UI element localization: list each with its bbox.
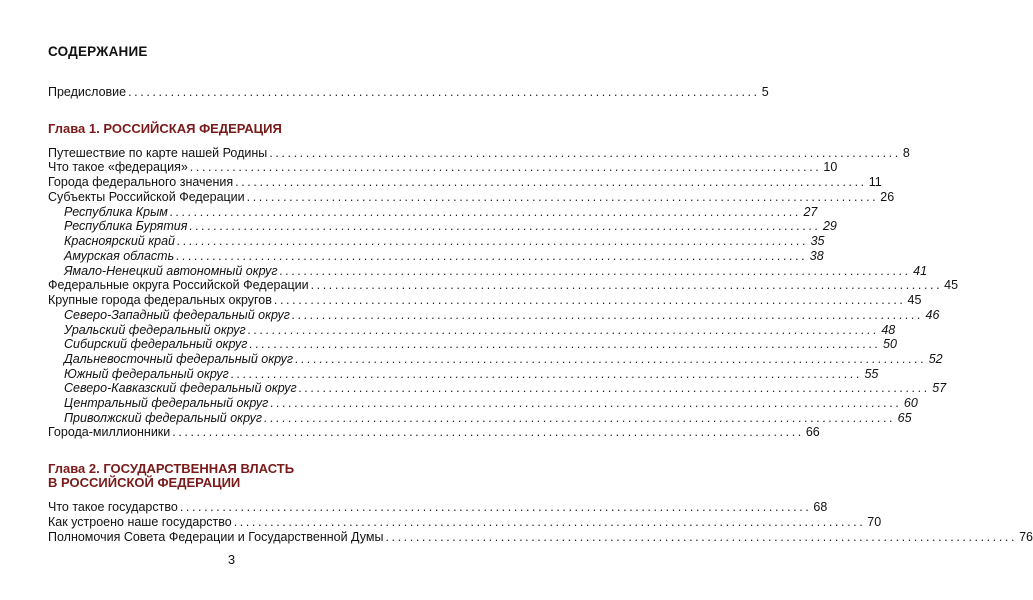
entry-title: Северо-Кавказский федеральный округ	[64, 381, 297, 395]
entry-title: Сибирский федеральный округ	[64, 337, 248, 351]
entry-page: 35	[810, 234, 825, 248]
entry-page: 50	[883, 337, 897, 351]
entry-title: Субъекты Российской Федерации	[48, 190, 245, 204]
chapter-2-heading-line1[interactable]: Глава 2. ГОСУДАРСТВЕННАЯ ВЛАСТЬ	[48, 461, 295, 476]
dot-leader: ........................................................................................................	[189, 219, 821, 233]
entry-title: Южный федеральный округ	[64, 367, 229, 381]
dot-leader: ........................................................................................................	[176, 249, 808, 263]
dot-leader: ........................................................................................................	[273, 293, 906, 307]
entry-title: Как устроено наше государство	[48, 515, 232, 529]
dot-leader: ........................................................................................................	[128, 85, 760, 99]
page-number: 3	[227, 552, 236, 567]
dot-leader: ........................................................................................................	[298, 381, 931, 395]
toc-entry[interactable]	[48, 174, 882, 190]
dot-leader: ........................................................................................................	[270, 396, 902, 410]
entry-title: Крупные города федеральных округов	[48, 293, 272, 307]
toc-entry[interactable]	[48, 159, 838, 175]
entry-title: Республика Бурятия	[64, 219, 188, 233]
dot-leader: ........................................................................................................	[189, 160, 822, 174]
entry-title: Полномочия Совета Федерации и Государственной Думы	[48, 530, 384, 544]
entry-page: 65	[897, 411, 912, 425]
entry-title: Амурская область	[64, 249, 175, 263]
toc-subentry[interactable]	[64, 351, 943, 367]
toc-subentry[interactable]	[64, 307, 940, 323]
dot-leader: ........................................................................................................	[310, 278, 943, 292]
entry-title: Центральный федеральный округ	[64, 396, 269, 410]
toc-entry[interactable]	[48, 499, 828, 515]
dot-leader: ........................................................................................................	[385, 530, 1018, 544]
toc-subentry[interactable]	[64, 380, 947, 396]
entry-page: 27	[803, 205, 818, 219]
entry-title: Путешествие по карте нашей Родины	[48, 146, 268, 160]
entry-page: 76	[1019, 530, 1033, 544]
entry-title: Что такое государство	[48, 500, 178, 514]
entry-page: 26	[880, 190, 895, 204]
chapter-1-heading[interactable]: Глава 1. РОССИЙСКАЯ ФЕДЕРАЦИЯ	[48, 121, 282, 136]
dot-leader: ........................................................................................................	[177, 234, 809, 248]
entry-page: 46	[925, 308, 940, 322]
entry-page: 60	[903, 396, 918, 410]
dot-leader: ........................................................................................................	[269, 146, 901, 160]
entry-title: Красноярский край	[64, 234, 175, 248]
toc-subentry[interactable]	[64, 218, 837, 234]
entry-page: 8	[902, 146, 910, 160]
toc-entry[interactable]	[48, 189, 895, 205]
entry-title: Города федерального значения	[48, 175, 234, 189]
dot-leader: ........................................................................................................	[279, 264, 912, 278]
entry-title: Города-миллионники	[48, 425, 171, 439]
entry-title: Приволжский федеральный округ	[64, 411, 263, 425]
dot-leader: ........................................................................................................	[230, 367, 863, 381]
entry-page: 48	[881, 323, 896, 337]
entry-page: 68	[813, 500, 828, 514]
toc-entry[interactable]	[48, 424, 820, 440]
toc-subentry[interactable]	[64, 395, 918, 411]
chapter-2-heading-line2[interactable]: В РОССИЙСКОЙ ФЕДЕРАЦИИ	[48, 475, 241, 490]
entry-page: 38	[809, 249, 824, 263]
entry-page: 5	[761, 85, 769, 99]
entry-title: Уральский федеральный округ	[64, 323, 246, 337]
entry-page: 55	[864, 367, 879, 381]
entry-title: Республика Крым	[64, 205, 168, 219]
entry-page: 11	[868, 175, 882, 189]
entry-title: Северо-Западный федеральный округ	[64, 308, 290, 322]
toc-entry[interactable]	[48, 529, 1033, 545]
entry-page: 57	[932, 381, 947, 395]
toc-entry[interactable]	[48, 277, 959, 293]
dot-leader: ........................................................................................................	[179, 500, 812, 514]
toc-entry[interactable]	[48, 514, 882, 530]
toc-heading: СОДЕРЖАНИЕ	[48, 44, 148, 59]
entry-page: 29	[822, 219, 837, 233]
entry-title: Федеральные округа Российской Федерации	[48, 278, 309, 292]
dot-leader: ........................................................................................................	[249, 337, 881, 351]
toc-entry[interactable]	[48, 292, 922, 308]
entry-title: Ямало-Ненецкий автономный округ	[64, 264, 278, 278]
dot-leader: ........................................................................................................	[291, 308, 924, 322]
entry-page: 10	[823, 160, 838, 174]
entry-page: 45	[944, 278, 959, 292]
dot-leader: ........................................................................................................	[233, 515, 866, 529]
dot-leader: ........................................................................................................	[295, 352, 927, 366]
entry-title: Дальневосточный федеральный округ	[64, 352, 294, 366]
dot-leader: ........................................................................................................	[169, 205, 802, 219]
entry-page: 70	[867, 515, 882, 529]
dot-leader: ........................................................................................................	[247, 323, 880, 337]
dot-leader: ........................................................................................................	[172, 425, 804, 439]
entry-page: 66	[805, 425, 820, 439]
entry-page: 45	[907, 293, 922, 307]
entry-page: 41	[913, 264, 928, 278]
entry-page: 52	[928, 352, 943, 366]
dot-leader: ........................................................................................................	[264, 411, 896, 425]
dot-leader: ........................................................................................................	[235, 175, 867, 189]
dot-leader: ........................................................................................................	[246, 190, 879, 204]
entry-title: Предисловие	[48, 85, 127, 99]
toc-entry-preface[interactable]	[48, 84, 769, 100]
entry-title: Что такое «федерация»	[48, 160, 188, 174]
toc-subentry[interactable]	[64, 233, 825, 249]
toc-subentry[interactable]	[64, 336, 897, 352]
toc-subentry[interactable]	[64, 248, 824, 264]
